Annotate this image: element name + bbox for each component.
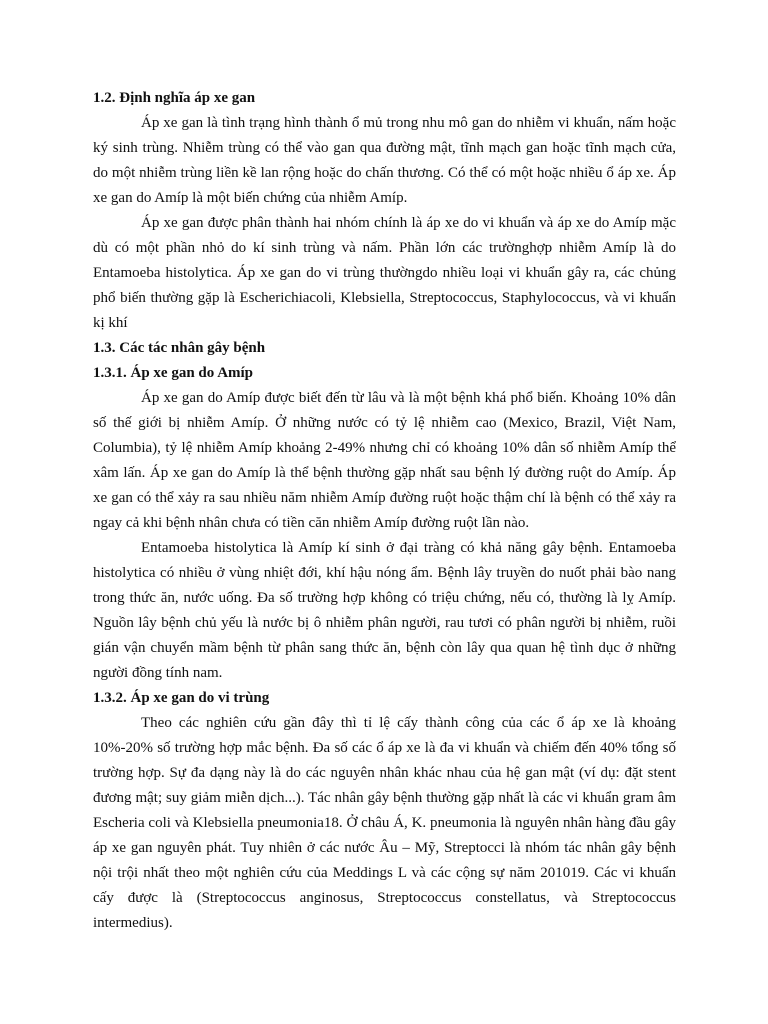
paragraph-entamoeba: Entamoeba histolytica là Amíp kí sinh ở đại tràng có khả năng gây bệnh. Entamoeba histolytica có nhiều ở vùng nhiệt đới, khí hậu nóng ẩm. Bệnh lây truyền do nuốt phải bào nang trong thức ăn, nước uống. Đa số trường hợp không có triệu chứng, nếu có, thường là lỵ Amíp. Nguồn lây bệnh chủ yếu là nước bị ô nhiễm phân người, rau tươi có phân người bị nhiễm, ruồi gián vận chuyển mầm bệnh từ phân sang thức ăn, bệnh còn lây qua quan hệ tình dục ở những người đồng tính nam. <box>93 540 676 681</box>
paragraph-bacterial: Theo các nghiên cứu gần đây thì tỉ lệ cấy thành công của các ổ áp xe là khoảng 10%-20% số trường hợp mắc bệnh. Đa số các ổ áp xe là đa vi khuẩn và chiếm đến 40% tổng số trường hợp. Sự đa dạng này là do các nguyên nhân khác nhau của hệ gan mật (ví dụ: đặt stent đương mật; suy giảm miễn dịch...). Tác nhân gây bệnh thường gặp nhất là các vi khuẩn gram âm Escheria coli và Klebsiella pneumonia18. Ở châu Á, K. pneumonia là nguyên nhân hàng đầu gây áp xe gan nguyên phát. Tuy nhiên ở các nước Âu – Mỹ, Streptocci là nhóm tác nhân gây bệnh nội trội nhất theo một nghiên cứu của Meddings L và các cộng sự năm 201019. Các vi khuẩn cấy được là (Streptococcus anginosus, Streptococcus constellatus, và Streptococcus intermedius). <box>93 715 676 931</box>
heading-1-3: 1.3. Các tác nhân gây bệnh <box>93 340 266 356</box>
document-body <box>93 86 676 936</box>
paragraph-classification: Áp xe gan được phân thành hai nhóm chính là áp xe do vi khuẩn và áp xe do Amíp mặc dù có một phần nhỏ do kí sinh trùng và nấm. Phần lớn các trườnghợp nhiễm Amíp là do Entamoeba histolytica. Áp xe gan do vi trùng thườngdo nhiều loại vi khuẩn gây ra, các chủng phổ biến thường gặp là Escherichiacoli, Klebsiella, Streptococcus, Staphylococcus, và vi khuẩn kị khí <box>93 215 676 331</box>
heading-1-3-2: 1.3.2. Áp xe gan do vi trùng <box>93 690 270 706</box>
paragraph-amoebic-epidemiology: Áp xe gan do Amíp được biết đến từ lâu và là một bệnh khá phổ biến. Khoảng 10% dân số thế giới bị nhiễm Amíp. Ở những nước có tỷ lệ nhiễm cao (Mexico, Brazil, Việt Nam, Columbia), tỷ lệ nhiễm Amíp khoảng 2-49% nhưng chỉ có khoảng 10% dân số nhiễm Amíp thể xâm lấn. Áp xe gan do Amíp là thể bệnh thường gặp nhất sau bệnh lý đường ruột do Amíp. Áp xe gan có thể xảy ra sau nhiều năm nhiễm Amíp đường ruột hoặc thậm chí là bệnh có thể xảy ra ngay cả khi bệnh nhân chưa có tiền căn nhiễm Amíp đường ruột lần nào. <box>93 390 676 531</box>
heading-1-3-1: 1.3.1. Áp xe gan do Amíp <box>93 365 254 381</box>
heading-1-2: 1.2. Định nghĩa áp xe gan <box>93 90 256 106</box>
paragraph-definition: Áp xe gan là tình trạng hình thành ổ mủ trong nhu mô gan do nhiễm vi khuẩn, nấm hoặc ký sinh trùng. Nhiễm trùng có thể vào gan qua đường mật, tĩnh mạch gan hoặc tĩnh mạch cửa, do một nhiễm trùng liền kề lan rộng hoặc do chấn thương. Có thể có một hoặc nhiều ổ áp xe. Áp xe gan do Amíp là một biến chứng của nhiễm Amíp. <box>93 115 676 206</box>
